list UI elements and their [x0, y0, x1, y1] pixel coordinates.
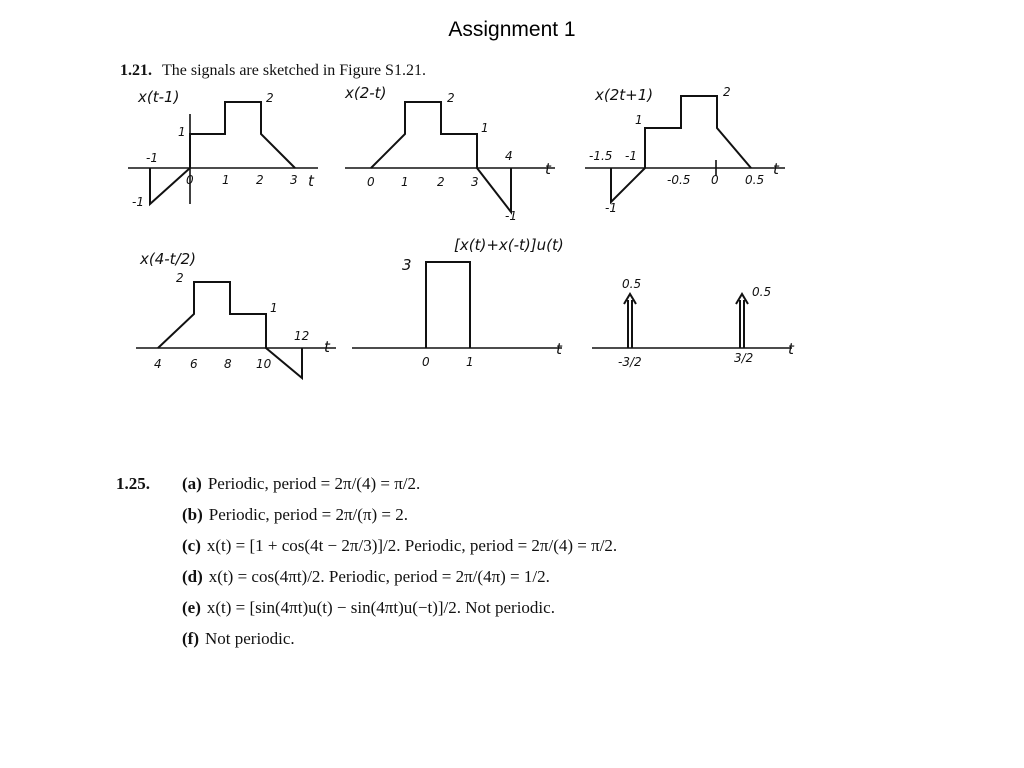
level-label: 0.5 — [752, 285, 772, 299]
slide-title: Assignment 1 — [448, 18, 576, 41]
tick-label: 0 — [711, 173, 719, 187]
caption-text: The signals are sketched in Figure S1.21. — [162, 62, 426, 79]
part-label: (d) — [182, 567, 203, 586]
axis-t-label: t — [545, 160, 551, 178]
plot-even-part-u-t — [352, 236, 577, 376]
part-label: (f) — [182, 629, 199, 648]
tick-label: 0 — [422, 355, 430, 369]
part-label: (e) — [182, 598, 201, 617]
answer-row-c — [116, 530, 617, 561]
answer-row-e — [116, 592, 617, 623]
level-label: -1 — [146, 151, 158, 165]
tick-label: -1 — [625, 149, 637, 163]
answer-text: Not periodic. — [204, 629, 295, 648]
tick-label: 3 — [290, 173, 298, 187]
problem-1-25-answers — [116, 468, 617, 654]
level-label: 1 — [178, 125, 186, 139]
level-label: 2 — [447, 91, 455, 105]
plot-label: x(2t+1) — [595, 86, 654, 104]
tick-label: 1 — [466, 355, 474, 369]
answer-text: Periodic, period = 2π/(π) = 2. — [208, 505, 408, 524]
level-label: 3 — [402, 256, 412, 274]
tick-label: 4 — [505, 149, 513, 163]
impulse-arrow-left — [624, 294, 636, 348]
answer-row-d — [116, 561, 617, 592]
answer-row-f — [116, 623, 617, 654]
tick-label: 6 — [190, 357, 198, 371]
problem-number-1-25: 1.25. — [116, 474, 150, 493]
axis-t-label: t — [556, 340, 562, 358]
impulse-arrow-right — [736, 294, 748, 348]
plot-x-2t-plus-1 — [585, 84, 795, 214]
level-label: -1 — [605, 201, 617, 215]
tick-label: 3 — [471, 175, 479, 189]
tick-label: 1 — [222, 173, 230, 187]
answer-text: x(t) = cos(4πt)/2. Periodic, period = 2π/(4π) = 1/2. — [208, 567, 550, 586]
plot-x-4-minus-t-over-2 — [136, 248, 346, 388]
tick-label: -3/2 — [618, 355, 642, 369]
tick-label: 2 — [437, 175, 445, 189]
plot-x-t-minus-1 — [128, 84, 328, 214]
tick-label: -1.5 — [589, 149, 613, 163]
part-label: (b) — [182, 505, 203, 524]
tick-label: 0 — [186, 173, 194, 187]
answer-row-b — [116, 499, 617, 530]
tick-label: 2 — [256, 173, 264, 187]
plot-x-2-minus-t — [345, 84, 565, 224]
figure-caption — [120, 62, 426, 80]
tick-label: 0.5 — [745, 173, 765, 187]
level-label: 1 — [635, 113, 643, 127]
tick-label: 10 — [256, 357, 272, 371]
level-label: -1 — [505, 209, 517, 223]
level-label: 2 — [176, 271, 184, 285]
level-label: 2 — [266, 91, 274, 105]
level-label: -1 — [132, 195, 144, 209]
plot-label: [x(t)+x(-t)]u(t) — [454, 236, 564, 254]
axis-t-label: t — [308, 172, 314, 190]
answer-text: x(t) = [sin(4πt)u(t) − sin(4πt)u(−t)]/2. Not periodic. — [206, 598, 555, 617]
part-label: (c) — [182, 536, 201, 555]
part-label: (a) — [182, 474, 202, 493]
plot-label: x(2-t) — [345, 84, 387, 102]
tick-label: 3/2 — [734, 351, 754, 365]
tick-label: 4 — [154, 357, 162, 371]
plot-label: x(4-t/2) — [140, 250, 197, 268]
problem-number-1-21: 1.21. — [120, 62, 152, 79]
tick-label: 8 — [224, 357, 232, 371]
tick-label: 12 — [294, 329, 310, 343]
answer-text: x(t) = [1 + cos(4t − 2π/3)]/2. Periodic, period = 2π/(4) = π/2. — [206, 536, 618, 555]
plot-impulses — [592, 270, 812, 380]
level-label: 0.5 — [622, 277, 642, 291]
answer-text: Periodic, period = 2π/(4) = π/2. — [207, 474, 421, 493]
level-label: 1 — [481, 121, 489, 135]
axis-t-label: t — [788, 340, 794, 358]
level-label: 2 — [723, 85, 731, 99]
axis-t-label: t — [324, 338, 330, 356]
tick-label: 1 — [401, 175, 409, 189]
level-label: 1 — [270, 301, 278, 315]
answer-row-a — [116, 468, 617, 499]
plot-label: x(t-1) — [138, 88, 180, 106]
tick-label: -0.5 — [667, 173, 691, 187]
axis-t-label: t — [773, 160, 779, 178]
tick-label: 0 — [367, 175, 375, 189]
